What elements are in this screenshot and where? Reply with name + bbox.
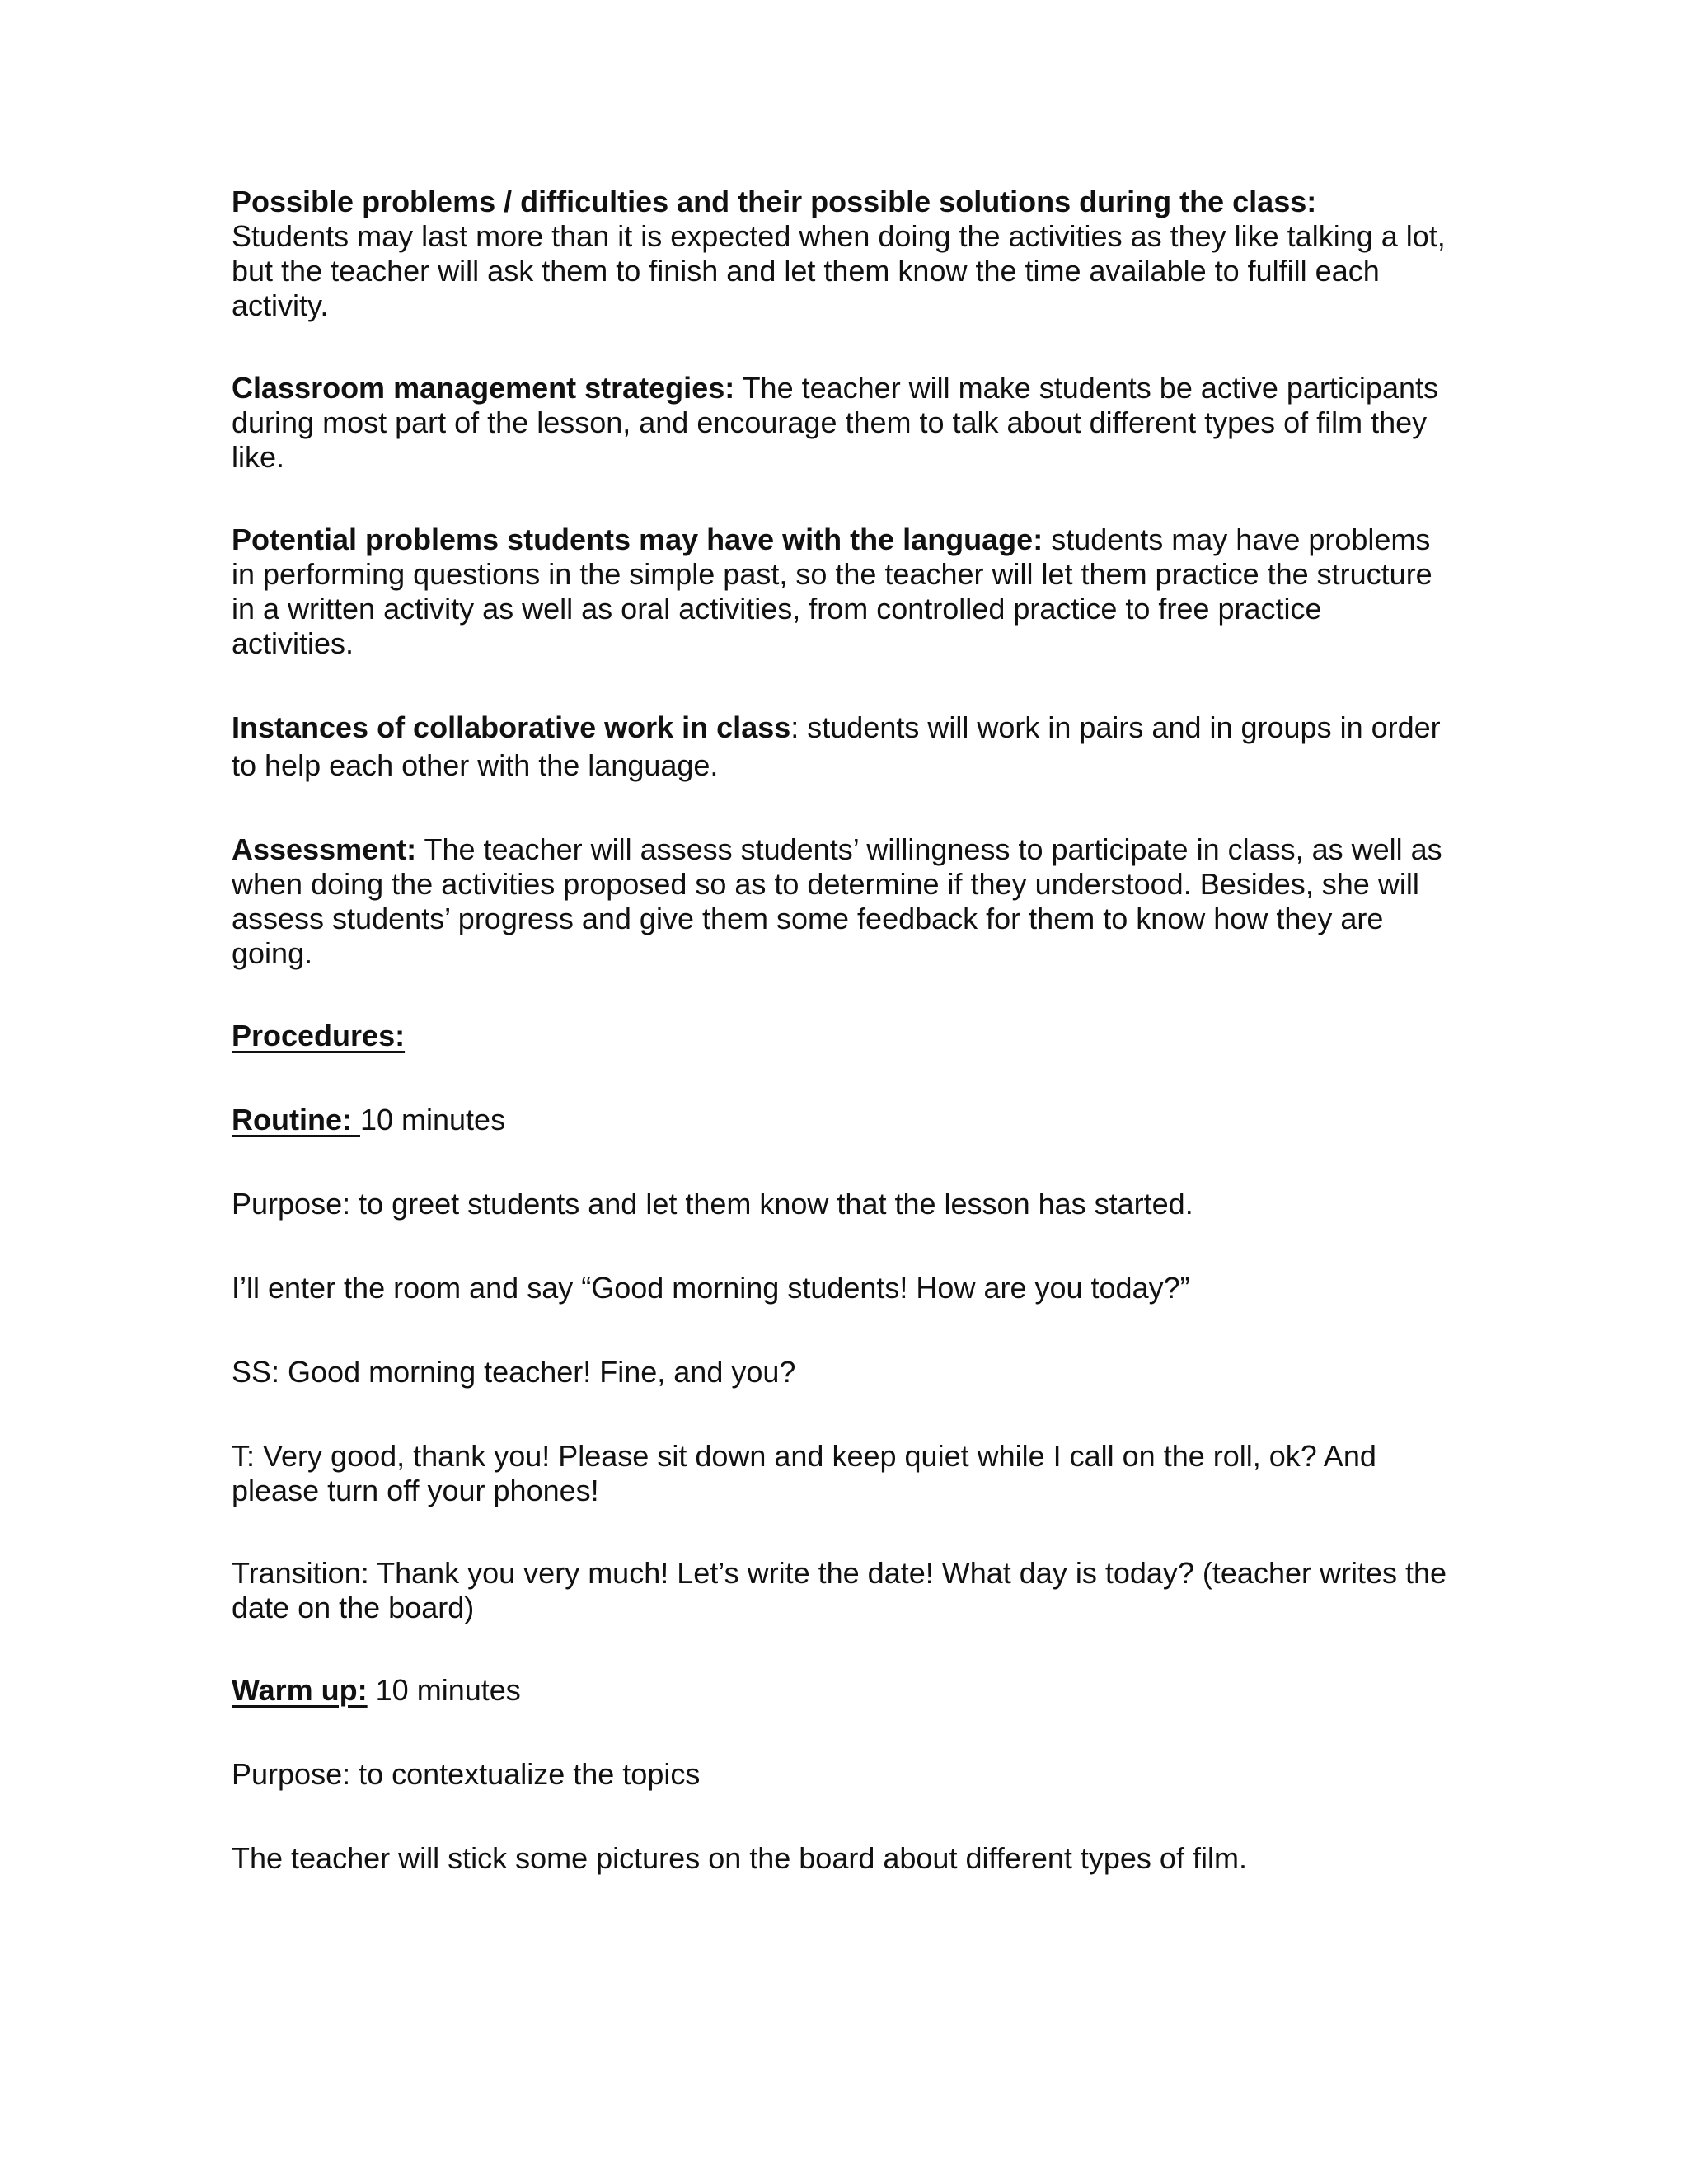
warm-up-line-1: The teacher will stick some pictures on the board about different types of film. xyxy=(232,1841,1247,1875)
language-problems-heading: Potential problems students may have with the language: xyxy=(232,523,1043,556)
problems-body: Students may last more than it is expected when doing the activities as they like talking a lot, but the teacher will ask them to finish and let them know the time available to fulfill each activity. xyxy=(232,219,1446,322)
routine-purpose: Purpose: to greet students and let them know that the lesson has started. xyxy=(232,1187,1193,1221)
routine-line-3: T: Very good, thank you! Please sit down and keep quiet while I call on the roll, ok? And please turn off your phones! xyxy=(232,1439,1376,1507)
warm-up-paragraph xyxy=(232,1673,1451,1708)
warm-up-heading: Warm up: xyxy=(232,1673,368,1707)
routine-duration: 10 minutes xyxy=(359,1103,506,1137)
assessment-heading: Assessment: xyxy=(232,832,417,866)
collaborative-work-heading: Instances of collaborative work in class xyxy=(232,710,791,744)
language-problems-paragraph xyxy=(232,523,1451,661)
classroom-management-paragraph xyxy=(232,371,1451,475)
classroom-management-body: The teacher will make students be active participants during most part of the lesson, and encourage them to talk about different types of film they like. xyxy=(232,371,1438,474)
collaborative-work-body: : students will work in pairs and in groups in order to help each other with the language. xyxy=(232,710,1441,782)
warm-up-purpose: Purpose: to contextualize the topics xyxy=(232,1757,701,1791)
problems-heading: Possible problems / difficulties and their possible solutions during the class: xyxy=(232,185,1317,218)
language-problems-body: students may have problems in performing questions in the simple past, so the teacher will let them practice the structure in a written activity as well as oral activities, from controlled practice to free practice activities. xyxy=(232,523,1432,660)
routine-heading: Routine: xyxy=(232,1103,360,1137)
procedures-heading: Procedures: xyxy=(232,1019,406,1052)
routine-transition: Transition: Thank you very much! Let’s write the date! What day is today? (teacher writes the date on the board) xyxy=(232,1556,1447,1624)
routine-line-1: I’ll enter the room and say “Good morning students! How are you today?” xyxy=(232,1271,1190,1305)
routine-paragraph xyxy=(232,1103,1451,1137)
assessment-paragraph xyxy=(232,832,1451,971)
assessment-body: The teacher will assess students’ willingness to participate in class, as well as when doing the activities proposed so as to determine if they understood. Besides, she will assess students’ progress and give them some feedback for them to know how they are going. xyxy=(232,832,1442,970)
classroom-management-heading: Classroom management strategies: xyxy=(232,371,735,405)
routine-line-2: SS: Good morning teacher! Fine, and you? xyxy=(232,1355,796,1389)
collaborative-work-paragraph xyxy=(232,709,1451,785)
problems-paragraph xyxy=(232,185,1451,323)
page-content xyxy=(232,185,1451,1925)
procedures-paragraph xyxy=(232,1019,1451,1053)
warm-up-duration: 10 minutes xyxy=(367,1673,521,1707)
